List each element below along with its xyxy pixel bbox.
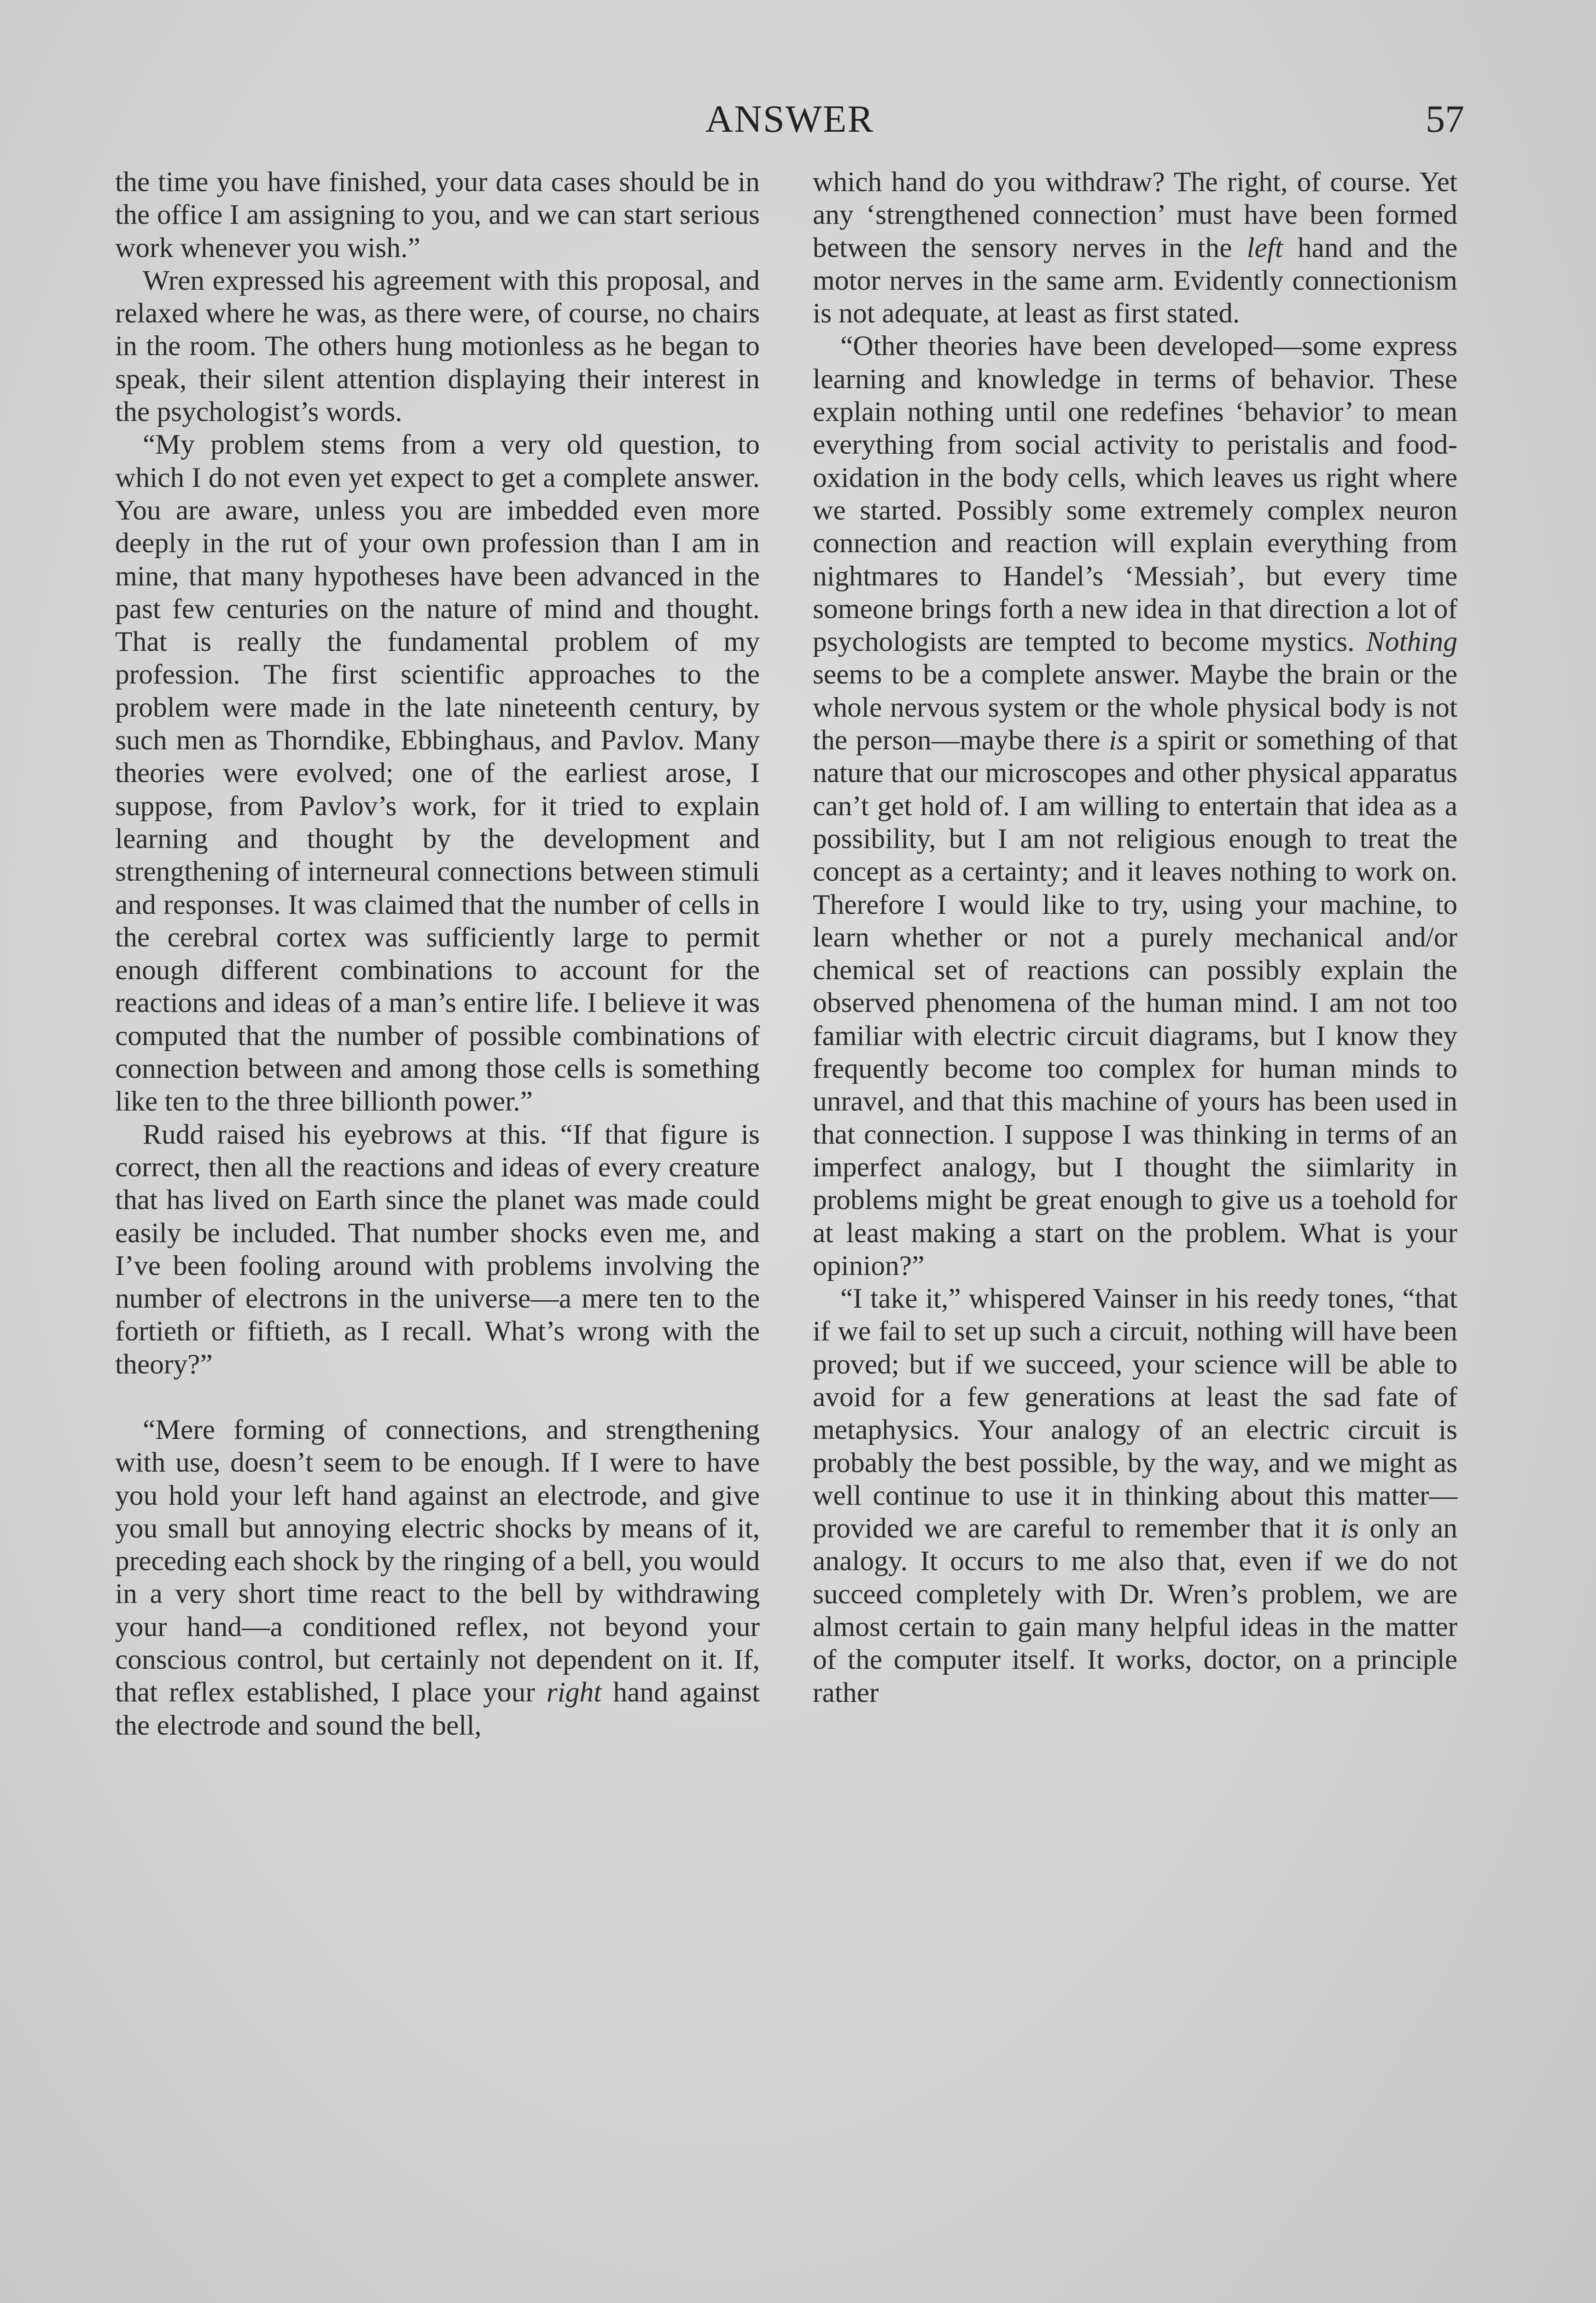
paragraph: “I take it,” whispered Vainser in his reedy tones, “that if we fail to set up such a circuit, nothing will have been proved; but if we succeed, your science will be able to avoid for a few generations at least the sad fate of metaphysics. Your analogy of an electric circuit is probably the best possible, by the way, and we might as well continue to use it in thinking about this matter—provided we are careful to remember that it is only an analogy. It occurs to me also that, even if we do not succeed completely with Dr. Wren’s problem, we are almost certain to gain many helpful ideas in the matter of the computer itself. It works, doctor, on a principle rather xyxy=(813,1283,1457,1708)
running-title: ANSWER xyxy=(705,98,874,140)
left-text-column xyxy=(115,166,760,1742)
paragraph: Rudd raised his eyebrows at this. “If that figure is correct, then all the reactions and ideas of every creature that has lived on Earth since the planet was made could easily be included. That number shocks even me, and I’ve been fooling around with problems involving the number of electrons in the universe—a mere ten to the fortieth or fiftieth, as I recall. What’s wrong with the theory?” xyxy=(115,1118,760,1380)
paragraph: Wren expressed his agreement with this proposal, and relaxed where he was, as there were, of course, no chairs in the room. The others hung motionless as he began to speak, their silent attention displaying their interest in the psychologist’s words. xyxy=(115,264,760,428)
right-text-column xyxy=(813,166,1457,1709)
paragraph: “Mere forming of connections, and strengthening with use, doesn’t seem to be enough. If I were to have you hold your left hand against an electrode, and give you small but annoying electric shocks by means of it, preceding each shock by the ringing of a bell, you would in a very short time react to the bell by withdrawing your hand—a conditioned reflex, not beyond your conscious control, but certainly not dependent on it. If, that reflex established, I place your right hand against the electrode and sound the bell, xyxy=(115,1414,760,1741)
running-header xyxy=(115,97,1464,147)
page-number: 57 xyxy=(1426,98,1464,140)
paragraph: “My problem stems from a very old question, to which I do not even yet expect to get a complete answer. You are aware, unless you are imbedded even more deeply in the rut of your own profession than I am in mine, that many hypotheses have been advanced in the past few centuries on the nature of mind and thought. That is really the fundamental problem of my profession. The first scientific approaches to the problem were made in the late nineteenth century, by such men as Thorndike, Ebbinghaus, and Pavlov. Many theories were evolved; one of the earliest arose, I suppose, from Pavlov’s work, for it tried to explain learning and thought by the development and strengthening of interneural connections between stimuli and responses. It was claimed that the number of cells in the cerebral cortex was sufficiently large to permit enough different combinations to account for the reactions and ideas of a man’s entire life. I believe it was computed that the number of possible combinations of connection between and among those cells is something like ten to the three billionth power.” xyxy=(115,429,760,1117)
paragraph: “Other theories have been developed—some express learning and knowledge in terms of behavior. These explain nothing until one redefines ‘behavior’ to mean everything from social activity to peristalis and food-oxidation in the body cells, which leaves us right where we started. Possibly some extremely complex neuron connection and reaction will explain everything from nightmares to Handel’s ‘Messiah’, but every time someone brings forth a new idea in that direction a lot of psychologists are tempted to become mystics. Nothing seems to be a complete answer. Maybe the brain or the whole nervous system or the whole physical body is not the person—maybe there is a spirit or something of that nature that our microscopes and other physical apparatus can’t get hold of. I am willing to entertain that idea as a possibility, but I am not religious enough to treat the concept as a certainty; and it leaves nothing to work on. Therefore I would like to try, using your machine, to learn whether or not a purely mechanical and/or chemical set of reactions can possibly explain the observed phenomena of the human mind. I am not too familiar with electric circuit diagrams, but I know they frequently become too complex for human minds to unravel, and that this machine of yours has been used in that connection. I suppose I was thinking in terms of an imperfect analogy, but I thought the siimlarity in problems might be great enough to give us a toehold for at least making a start on the problem. What is your opinion?” xyxy=(813,330,1458,1281)
paragraph: which hand do you withdraw? The right, of course. Yet any ‘strengthened connection’ must have been formed between the sensory nerves in the left hand and the motor nerves in the same arm. Evidently connectionism is not adequate, at least as first stated. xyxy=(813,166,1457,329)
paragraph: the time you have finished, your data cases should be in the office I am assigning to you, and we can start serious work whenever you wish.” xyxy=(115,166,760,263)
